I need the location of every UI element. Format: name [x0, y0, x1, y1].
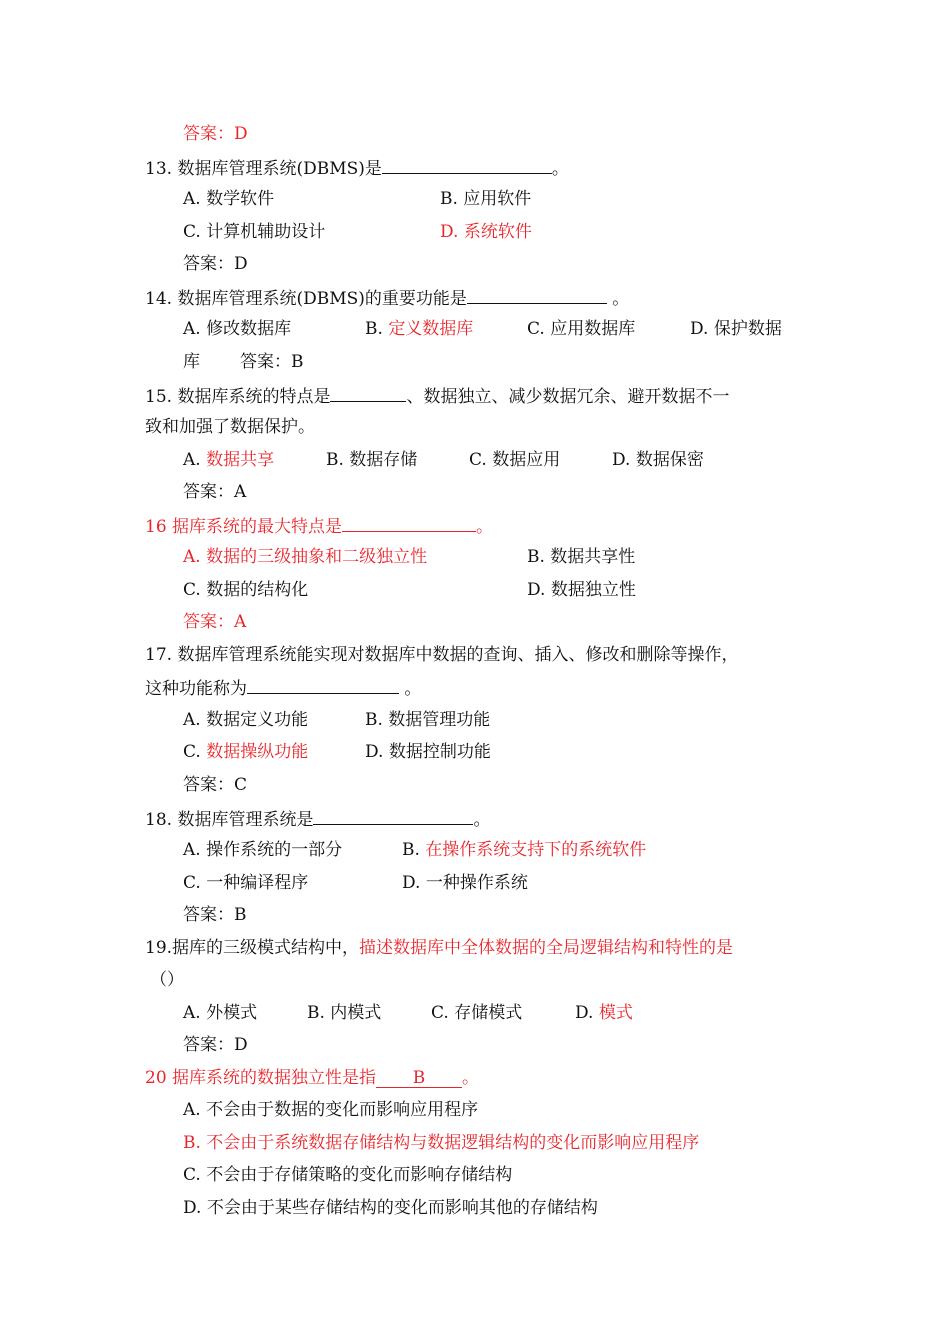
option-d: D. 数据控制功能: [365, 742, 491, 762]
question-13-stem: 13. 数据库管理系统(DBMS)是 。: [145, 155, 569, 181]
answer-blank: [247, 675, 399, 694]
option-c: C. 数据应用: [469, 450, 561, 470]
question-19-bracket: （）: [150, 970, 184, 990]
answer-blank: [382, 155, 552, 174]
option-b: B. 应用软件: [440, 189, 532, 209]
option-d: D. 模式: [575, 1003, 633, 1023]
question-19-stem: 19.据库的三级模式结构中，描述数据库中全体数据的全局逻辑结构和特性的是: [145, 938, 734, 958]
option-d: D. 不会由于某些存储结构的变化而影响其他的存储结构: [183, 1198, 598, 1218]
question-20-stem: 20 据库系统的数据独立性是指 B 。: [145, 1068, 480, 1088]
option-b: B. 数据共享性: [527, 547, 636, 567]
option-b: B. 内模式: [307, 1003, 382, 1023]
question-17-stem-cont: 这种功能称为 。: [145, 675, 421, 701]
answer-text: 答案：D: [183, 124, 248, 144]
option-d: D. 保护数据: [690, 319, 782, 339]
answer-blank: [342, 513, 476, 532]
option-b: B. 数据存储: [326, 450, 418, 470]
option-a-correct: 数据共享: [206, 450, 275, 470]
option-a: A. 操作系统的一部分: [183, 840, 343, 860]
option-a-correct: A. 数据的三级抽象和二级独立性: [183, 547, 428, 567]
option-d: D. 数据独立性: [527, 580, 636, 600]
option-c: C. 存储模式: [431, 1003, 523, 1023]
option-d: D. 一种操作系统: [402, 873, 528, 893]
option-a: A. 修改数据库: [183, 319, 292, 339]
option-d-correct: D. 系统软件: [440, 222, 532, 242]
option-c: C. 数据的结构化: [183, 580, 309, 600]
option-b-correct: B. 不会由于系统数据存储结构与数据逻辑结构的变化而影响应用程序: [183, 1133, 700, 1153]
option-b: B. 在操作系统支持下的系统软件: [402, 840, 647, 860]
answer-text: 答案：C: [183, 775, 248, 795]
question-15-stem: 15. 数据库系统的特点是 、数据独立、减少数据冗余、避开数据不一: [145, 383, 729, 409]
question-14-stem: 14. 数据库管理系统(DBMS)的重要功能是 。: [145, 285, 629, 311]
answer-blank: [467, 285, 607, 304]
option-b: B. 数据管理功能: [365, 710, 491, 730]
answer-text: 答案：B: [240, 352, 304, 372]
question-19-highlight: 描述数据库中全体数据的全局逻辑结构和特性的是: [359, 938, 734, 958]
option-b: B. 定义数据库: [365, 319, 474, 339]
answer-blank: [330, 383, 406, 402]
answer-text: 答案：B: [183, 905, 247, 925]
option-a: A. 外模式: [183, 1003, 258, 1023]
question-16-stem: 16 据库系统的最大特点是 。: [145, 513, 493, 539]
option-c: C. 计算机辅助设计: [183, 222, 326, 242]
option-a: A. 数据定义功能: [183, 710, 309, 730]
option-c-correct: 数据操纵功能: [206, 742, 309, 762]
answer-blank: [313, 806, 473, 825]
answer-blank: B: [376, 1069, 462, 1088]
option-d-wrap: 库: [183, 352, 200, 372]
answer-text: 答案：D: [183, 1035, 248, 1055]
option-c: C. 数据操纵功能: [183, 742, 309, 762]
option-c: C. 一种编译程序: [183, 873, 309, 893]
option-c: C. 不会由于存储策略的变化而影响存储结构: [183, 1165, 513, 1185]
option-a: A. 数学软件: [183, 189, 275, 209]
question-15-stem-cont: 致和加强了数据保护。: [145, 417, 315, 437]
answer-text: 答案：A: [183, 482, 247, 502]
option-a: A. 数据共享: [183, 450, 275, 470]
option-c: C. 应用数据库: [527, 319, 636, 339]
question-18-stem: 18. 数据库管理系统是 。: [145, 806, 490, 832]
question-17-stem: 17. 数据库管理系统能实现对数据库中数据的查询、插入、修改和删除等操作，: [145, 645, 739, 665]
option-a: A. 不会由于数据的变化而影响应用程序: [183, 1100, 479, 1120]
answer-text: 答案：D: [183, 254, 248, 274]
option-d-correct: 模式: [598, 1003, 633, 1023]
option-b-correct: 在操作系统支持下的系统软件: [425, 840, 647, 860]
option-b-correct: 定义数据库: [388, 319, 474, 339]
option-d: D. 数据保密: [612, 450, 704, 470]
answer-text: 答案：A: [183, 612, 247, 632]
